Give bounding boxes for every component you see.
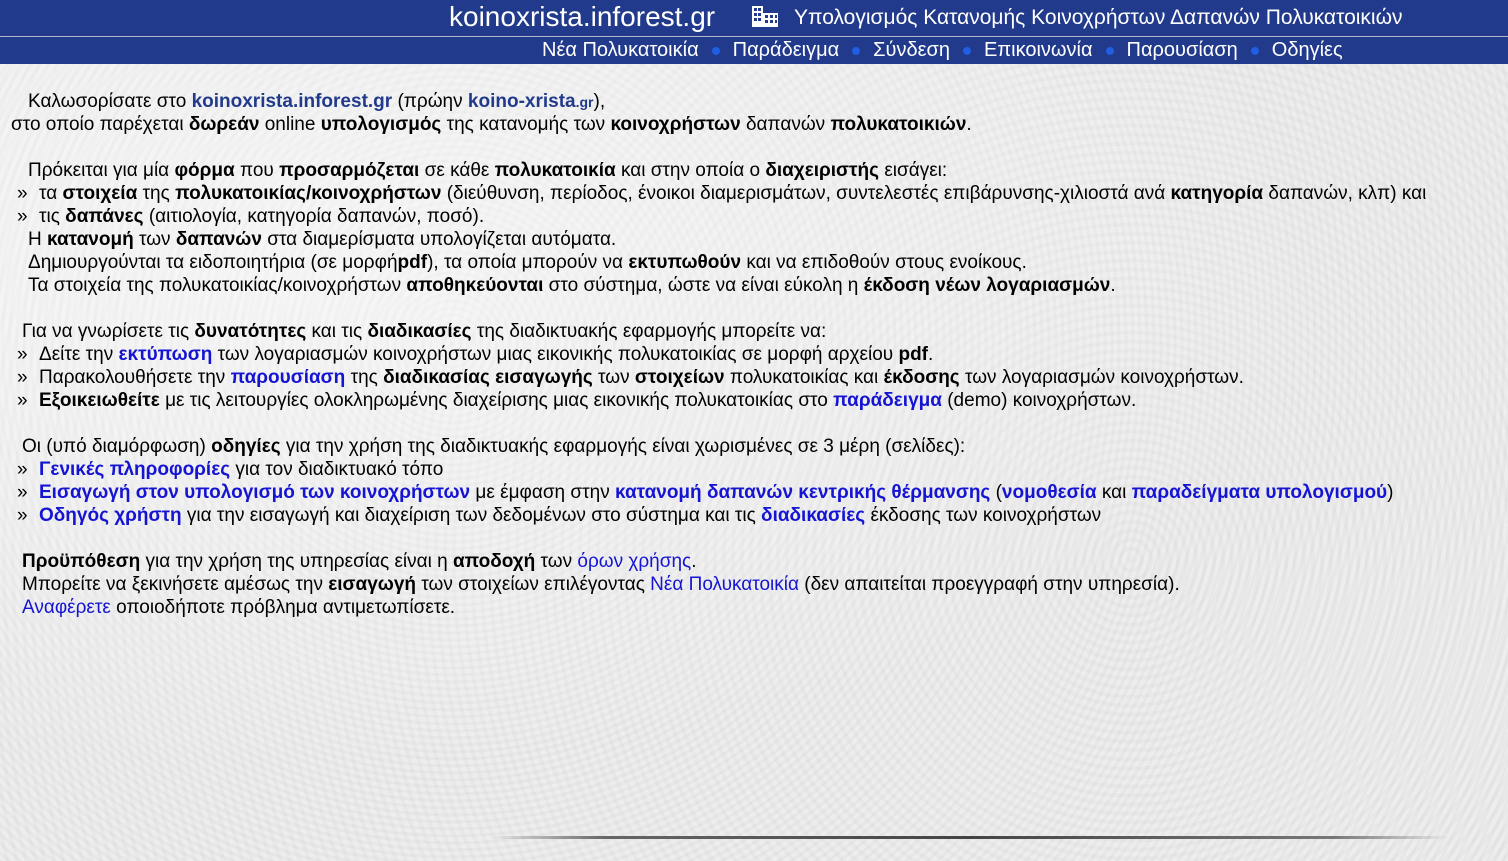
text: των στοιχείων επιλέγοντας: [421, 574, 645, 595]
presentation-link[interactable]: παρουσίαση: [230, 367, 346, 388]
bullet-icon: »: [17, 344, 28, 365]
nav-example[interactable]: Παράδειγμα: [732, 39, 840, 61]
text: έκδοσης των κοινοχρήστων: [870, 505, 1102, 526]
text: ), τα οποία μπορούν να: [427, 252, 624, 273]
guides-lead-line: [0, 435, 1508, 458]
bold-text: στοιχείων: [634, 367, 725, 388]
text: Πρόκειται για μία: [28, 160, 170, 181]
text: οποιοδήποτε πρόβλημα αντιμετωπίσετε.: [116, 597, 456, 618]
bold-text: εισαγωγή: [328, 574, 416, 595]
bold-text: δαπάνες: [65, 206, 144, 227]
text: (δεν απαιτείται προεγγραφή στην υπηρεσία).: [804, 574, 1180, 595]
bold-text: έκδοση νέων λογαριασμών: [863, 275, 1111, 296]
text: των: [138, 229, 171, 250]
text: Παρακολουθήσετε την: [39, 367, 226, 388]
old-site-link[interactable]: [468, 91, 594, 112]
intro-calculation-link[interactable]: Εισαγωγή στον υπολογισμό των κοινοχρήστων: [39, 482, 471, 503]
text: και: [1101, 482, 1127, 503]
text: τα: [39, 183, 58, 204]
intro-line: [0, 113, 1508, 136]
text: Για να γνωρίσετε τις: [22, 321, 190, 342]
bold-text: οδηγίες: [211, 436, 281, 457]
text: Οι (υπό διαμόρφωση): [22, 436, 206, 457]
example-link[interactable]: παράδειγμα: [833, 390, 942, 411]
text: .: [928, 344, 934, 365]
text: τις: [39, 206, 60, 227]
bold-text: πολυκατοικιών: [830, 114, 967, 135]
text: .: [966, 114, 972, 135]
list-item: [0, 182, 1508, 205]
legislation-link[interactable]: νομοθεσία: [1001, 482, 1097, 503]
bold-text: Εξοικειωθείτε: [39, 390, 160, 411]
bullet-icon: »: [17, 459, 28, 480]
text: Δημιουργούνται τα ειδοποιητήρια (σε μορφή: [28, 252, 398, 273]
bold-text: προσαρμόζεται: [279, 160, 420, 181]
list-item: [0, 366, 1508, 389]
text: online: [264, 114, 316, 135]
bold-text: διαχειριστής: [765, 160, 880, 181]
old-site-link-text: koino-xrista: [467, 91, 576, 112]
text: στα διαμερίσματα υπολογίζεται αυτόματα.: [267, 229, 617, 250]
bullet-icon: »: [17, 505, 28, 526]
text: ): [1387, 482, 1394, 503]
bold-text: πολυκατοικία: [494, 160, 616, 181]
calculation-examples-link[interactable]: παραδείγματα υπολογισμού: [1131, 482, 1388, 503]
bullet-icon: »: [17, 482, 28, 503]
text: των: [598, 367, 630, 388]
text: Τα στοιχεία της πολυκατοικίας/κοινοχρήστων: [28, 275, 402, 296]
report-line: [0, 596, 1508, 619]
heating-distribution-link[interactable]: κατανομή δαπανών κεντρικής θέρμανσης: [614, 482, 991, 503]
list-item: [0, 504, 1508, 527]
terms-line: [0, 550, 1508, 573]
bullet-dot-icon: [963, 47, 971, 55]
list-item: [0, 481, 1508, 504]
text: της κατανομής των: [446, 114, 606, 135]
text: (αιτιολογία, κατηγορία δαπανών, ποσό).: [148, 206, 485, 227]
bullet-dot-icon: [1106, 47, 1114, 55]
nav-presentation[interactable]: Παρουσίαση: [1126, 39, 1238, 61]
report-problem-link[interactable]: Αναφέρετε: [22, 597, 111, 618]
text: και να επιδοθούν στους ενοίκους.: [746, 252, 1027, 273]
top-header-bar: [0, 0, 1508, 37]
text: .: [1110, 275, 1116, 296]
text: ),: [593, 91, 606, 112]
procedures-link[interactable]: διαδικασίες: [761, 505, 866, 526]
spacer: [0, 297, 1508, 320]
bold-text: δωρεάν: [188, 114, 260, 135]
print-link[interactable]: εκτύπωση: [118, 344, 213, 365]
list-item: [0, 458, 1508, 481]
spacer: [0, 527, 1508, 550]
new-building-link[interactable]: Νέα Πολυκατοικία: [650, 574, 799, 595]
text: Δείτε την: [39, 344, 114, 365]
bold-text: διαδικασίες: [367, 321, 472, 342]
text: για την εισαγωγή και διαχείριση των δεδομένων στο σύστημα και τις: [186, 505, 756, 526]
bold-text: δαπανών: [175, 229, 262, 250]
text: για την χρήση της υπηρεσίας είναι η: [145, 551, 448, 572]
text: (: [995, 482, 1002, 503]
site-subtitle: Υπολογισμός Κατανομής Κοινοχρήστων Δαπανών Πολυκατοικιών: [794, 6, 1403, 29]
nav-instructions[interactable]: Οδηγίες: [1271, 39, 1343, 61]
bold-text: pdf: [898, 344, 929, 365]
spacer: [0, 412, 1508, 435]
text-line: [0, 251, 1508, 274]
text: της: [142, 183, 170, 204]
text: για τον διαδικτυακό τόπο: [235, 459, 444, 480]
user-guide-link[interactable]: Οδηγός χρήστη: [39, 505, 182, 526]
nav-new-building[interactable]: Νέα Πολυκατοικία: [542, 39, 699, 61]
bold-text: φόρμα: [174, 160, 235, 181]
text-line: [0, 228, 1508, 251]
terms-of-use-link[interactable]: όρων χρήσης: [577, 551, 692, 572]
bullet-icon: »: [17, 367, 28, 388]
text: με έμφαση στην: [475, 482, 610, 503]
text: των λογαριασμών κοινοχρήστων μιας εικονικής πολυκατοικίας σε μορφή αρχείου: [217, 344, 894, 365]
text: .: [691, 551, 697, 572]
site-title[interactable]: koinoxrista.inforest.gr: [449, 1, 716, 32]
text: και τις: [311, 321, 363, 342]
list-item: [0, 389, 1508, 412]
text: στο σύστημα, ώστε να είναι εύκολη η: [548, 275, 859, 296]
bold-text: στοιχεία: [62, 183, 138, 204]
text: πολυκατοικίας και: [729, 367, 879, 388]
bold-text: έκδοσης: [883, 367, 960, 388]
bold-text: εκτυπωθούν: [628, 252, 742, 273]
old-site-link-suffix: .gr: [575, 94, 594, 110]
main-content: [0, 90, 1508, 619]
text: των: [540, 551, 573, 572]
text: με τις λειτουργίες ολοκληρωμένης διαχείρισης μιας εικονικής πολυκατοικίας στο: [165, 390, 828, 411]
text: της: [350, 367, 378, 388]
footer-divider: [490, 836, 1450, 839]
bold-text: pdf: [397, 252, 428, 273]
welcome-line: [0, 90, 1508, 113]
bold-text: πολυκατοικίας/κοινοχρήστων: [175, 183, 442, 204]
text: σε κάθε: [424, 160, 490, 181]
bold-text: κοινοχρήστων: [610, 114, 741, 135]
text: των λογαριασμών κοινοχρήστων.: [964, 367, 1244, 388]
bullet-icon: »: [17, 390, 28, 411]
list-item: [0, 343, 1508, 366]
bold-text: υπολογισμός: [320, 114, 442, 135]
building-icon: [751, 4, 779, 28]
nav-contact[interactable]: Επικοινωνία: [984, 39, 1093, 61]
bold-text: κατηγορία: [1170, 183, 1264, 204]
text: Καλωσορίσατε στο: [28, 91, 187, 112]
bullet-dot-icon: [852, 47, 860, 55]
general-info-link[interactable]: Γενικές πληροφορίες: [39, 459, 231, 480]
text: δαπανών, κλπ) και: [1268, 183, 1427, 204]
bullet-dot-icon: [712, 47, 720, 55]
text: Μπορείτε να ξεκινήσετε αμέσως την: [22, 574, 323, 595]
bold-text: διαδικασίας εισαγωγής: [383, 367, 593, 388]
text: στο οποίο παρέχεται: [11, 114, 184, 135]
bold-text: κατανομή: [47, 229, 134, 250]
bold-text: Προϋπόθεση: [22, 551, 141, 572]
site-link[interactable]: koinoxrista.inforest.gr: [191, 91, 393, 112]
main-nav: [0, 37, 1508, 64]
nav-items: [542, 38, 1343, 63]
bold-text: δυνατότητες: [194, 321, 307, 342]
text: που: [239, 160, 274, 181]
text: Η: [28, 229, 42, 250]
text: και στην οποία ο: [620, 160, 761, 181]
spacer: [0, 136, 1508, 159]
text: (πρώην: [397, 91, 463, 112]
features-lead-line: [0, 320, 1508, 343]
bullet-dot-icon: [1251, 47, 1259, 55]
text: για την χρήση της διαδικτυακής εφαρμογής είναι χωρισμένες σε 3 μέρη (σελίδες):: [285, 436, 966, 457]
text: εισάγει:: [884, 160, 948, 181]
form-lead-line: [0, 159, 1508, 182]
bullet-icon: »: [17, 183, 28, 204]
bold-text: αποδοχή: [452, 551, 536, 572]
text: (διεύθυνση, περίοδος, ένοικοι διαμερισμάτων, συντελεστές επιβάρυνσης-χιλιοστά ανά: [446, 183, 1166, 204]
bullet-icon: »: [17, 206, 28, 227]
text-line: [0, 274, 1508, 297]
list-item: [0, 205, 1508, 228]
bold-text: αποθηκεύονται: [406, 275, 544, 296]
text: δαπανών: [745, 114, 826, 135]
start-line: [0, 573, 1508, 596]
text: (demo) κοινοχρήστων.: [947, 390, 1137, 411]
nav-login[interactable]: Σύνδεση: [873, 39, 950, 61]
text: της διαδικτυακής εφαρμογής μπορείτε να:: [476, 321, 827, 342]
